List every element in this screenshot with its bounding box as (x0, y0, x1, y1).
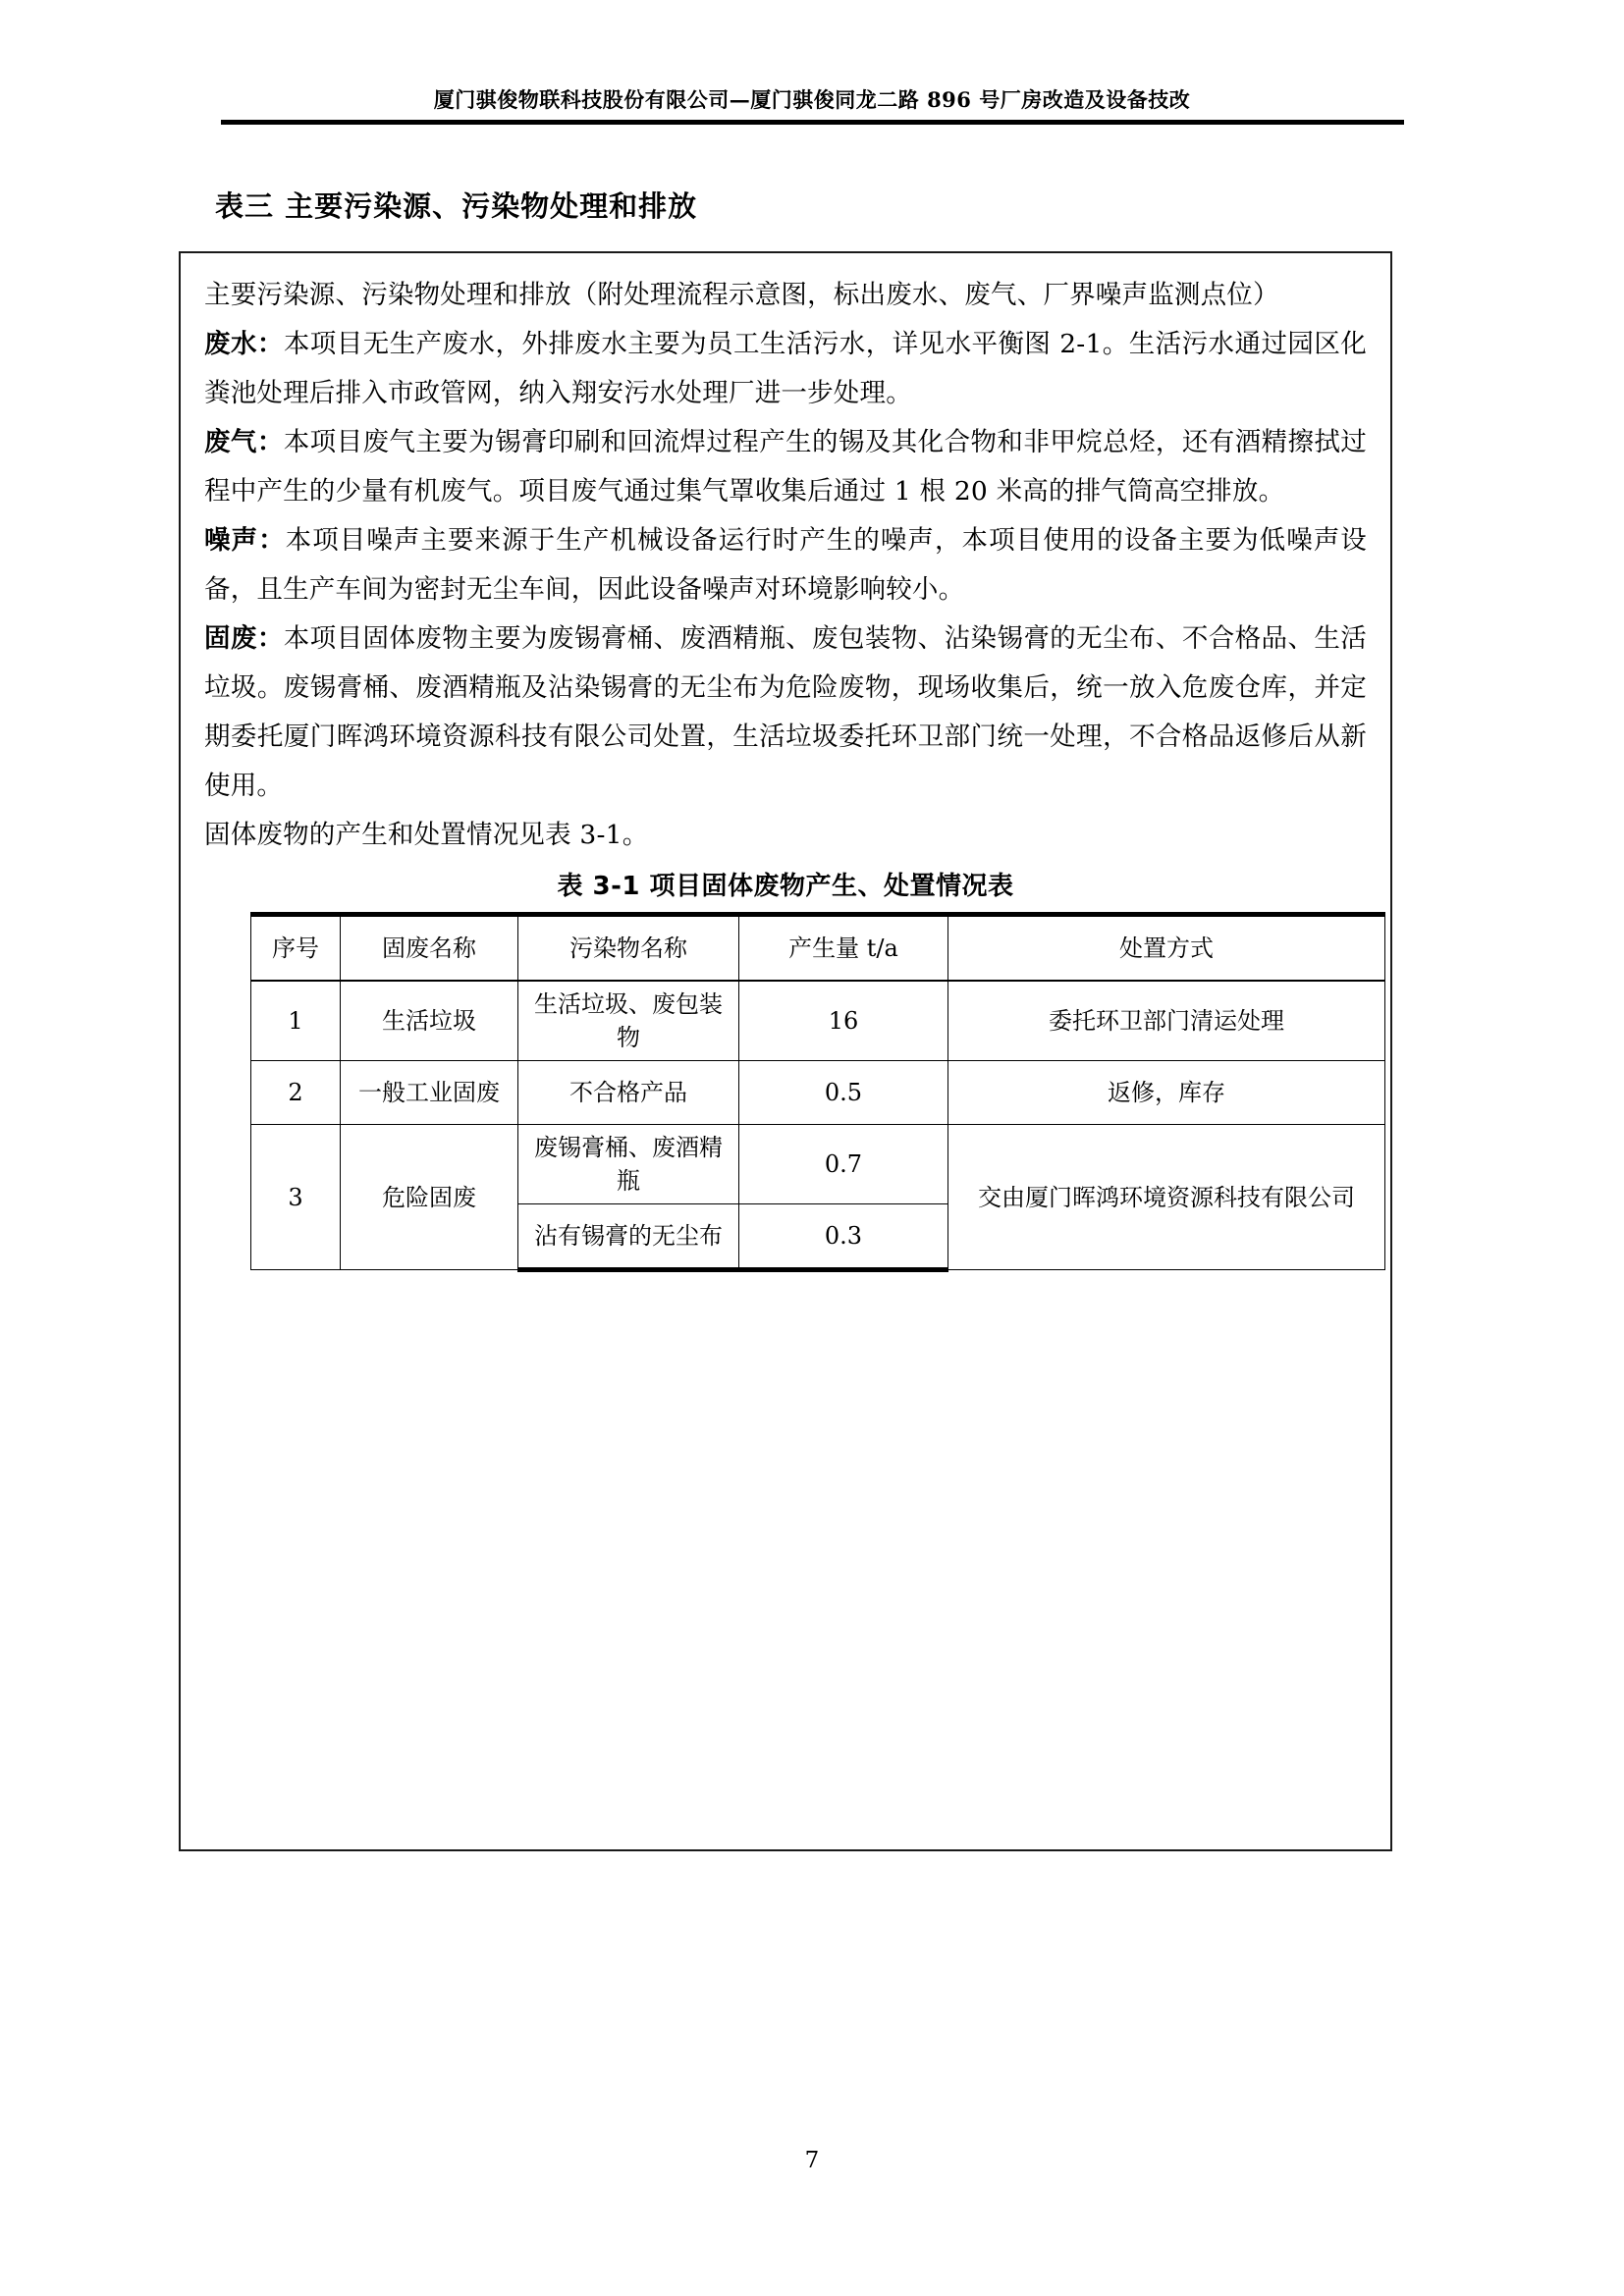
paragraph-noise (204, 516, 1367, 614)
section-heading: 表三 主要污染源、污染物处理和排放 (215, 189, 698, 223)
solid-waste-table (250, 912, 1385, 1272)
table-header-amount: 产生量 t/a (739, 915, 948, 982)
cell-method: 委托环卫部门清运处理 (948, 981, 1385, 1061)
paragraph-solid-waste-text: 本项目固体废物主要为废锡膏桶、废酒精瓶、废包装物、沾染锡膏的无尘布、不合格品、生活垃圾。废锡膏桶、废酒精瓶及沾染锡膏的无尘布为危险废物，现场收集后，统一放入危废仓库，并定期委托厦门晖鸿环境资源科技有限公司处置，生活垃圾委托环卫部门统一处理，不合格品返修后从新使用。 (204, 623, 1367, 801)
cell-amount: 0.5 (739, 1061, 948, 1125)
paragraph-wastewater-text: 本项目无生产废水，外排废水主要为员工生活污水，详见水平衡图 2-1。生活污水通过园区化粪池处理后排入市政管网，纳入翔安污水处理厂进一步处理。 (204, 329, 1367, 408)
cell-pollutant: 沾有锡膏的无尘布 (518, 1204, 739, 1270)
table-wrapper (250, 912, 1355, 1272)
cell-name: 一般工业固废 (341, 1061, 518, 1125)
page-number: 7 (804, 2148, 820, 2173)
cell-pollutant: 废锡膏桶、废酒精瓶 (518, 1125, 739, 1204)
table-body (251, 981, 1385, 1270)
paragraph-intro (204, 271, 1367, 320)
cell-no: 1 (251, 981, 341, 1061)
table-caption: 表 3-1 项目固体废物产生、处置情况表 (557, 872, 1014, 901)
table-header-pollutant: 污染物名称 (518, 915, 739, 982)
cell-no: 3 (251, 1125, 341, 1270)
cell-name: 危险固废 (341, 1125, 518, 1270)
paragraph-solid-waste (204, 614, 1367, 811)
table-header-no: 序号 (251, 915, 341, 982)
cell-pollutant: 不合格产品 (518, 1061, 739, 1125)
table-row (251, 1125, 1385, 1204)
table-header-name: 固废名称 (341, 915, 518, 982)
paragraph-wastewater (204, 320, 1367, 418)
table-row (251, 981, 1385, 1061)
paragraph-table-reference-text: 固体废物的产生和处置情况见表 3-1。 (204, 820, 649, 850)
paragraph-waste-gas (204, 418, 1367, 516)
paragraph-waste-gas-lead: 废气： (204, 427, 284, 457)
cell-no: 2 (251, 1061, 341, 1125)
cell-amount: 16 (739, 981, 948, 1061)
table-row (251, 1061, 1385, 1125)
cell-pollutant: 生活垃圾、废包装物 (518, 981, 739, 1061)
table-header-method: 处置方式 (948, 915, 1385, 982)
cell-amount: 0.7 (739, 1125, 948, 1204)
paragraph-solid-waste-lead: 固废： (204, 623, 284, 654)
table-header-row (251, 915, 1385, 982)
cell-method: 交由厦门晖鸿环境资源科技有限公司 (948, 1125, 1385, 1270)
paragraph-noise-text: 本项目噪声主要来源于生产机械设备运行时产生的噪声，本项目使用的设备主要为低噪声设备，且生产车间为密封无尘车间，因此设备噪声对环境影响较小。 (204, 525, 1367, 605)
cell-method: 返修，库存 (948, 1061, 1385, 1125)
cell-amount: 0.3 (739, 1204, 948, 1270)
content-box (179, 251, 1392, 1851)
running-header-title: 厦门骐俊物联科技股份有限公司—厦门骐俊同龙二路 896 号厂房改造及设备技改 (433, 87, 1191, 112)
paragraph-intro-text: 主要污染源、污染物处理和排放（附处理流程示意图，标出废水、废气、厂界噪声监测点位） (204, 280, 1279, 310)
paragraph-wastewater-lead: 废水： (204, 329, 284, 359)
paragraph-noise-lead: 噪声： (204, 525, 286, 556)
paragraph-waste-gas-text: 本项目废气主要为锡膏印刷和回流焊过程产生的锡及其化合物和非甲烷总烃，还有酒精擦拭过程中产生的少量有机废气。项目废气通过集气罩收集后通过 1 根 20 米高的排气筒高空排放。 (204, 427, 1367, 507)
header-rule-divider (221, 120, 1404, 125)
table-head (251, 915, 1385, 982)
paragraph-table-reference (204, 811, 1367, 860)
cell-name: 生活垃圾 (341, 981, 518, 1061)
